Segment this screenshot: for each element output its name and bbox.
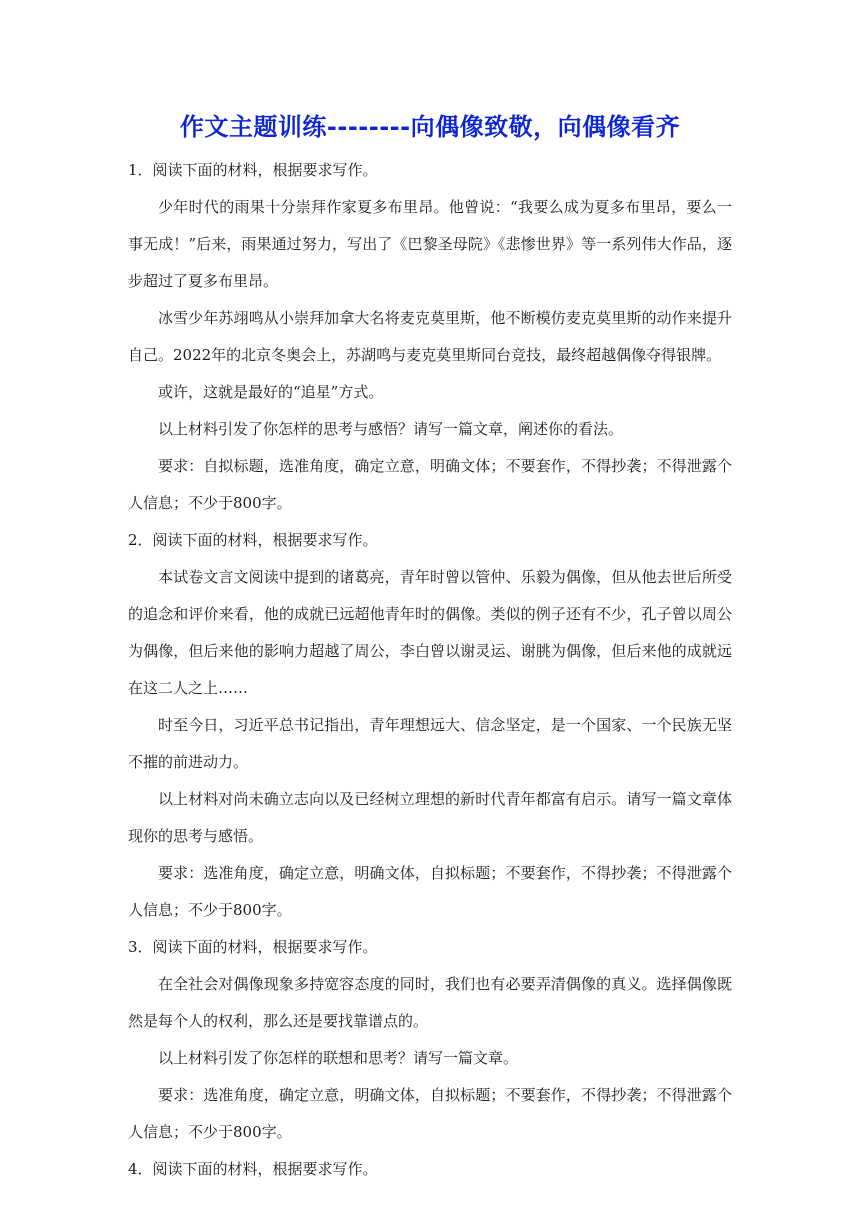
question-3 xyxy=(128,929,732,1151)
paragraph: 少年时代的雨果十分崇拜作家夏多布里昂。他曾说：“我要么成为夏多布里昂，要么一事无成！”后来，雨果通过努力，写出了《巴黎圣母院》《悲惨世界》等一系列伟大作品，逐步超过了夏多布里昂。 xyxy=(128,198,732,290)
paragraph: 冰雪少年苏翊鸣从小崇拜加拿大名将麦克莫里斯，他不断模仿麦克莫里斯的动作来提升自己。2022年的北京冬奥会上，苏湖鸣与麦克莫里斯同台竞技，最终超越偶像夺得银牌。 xyxy=(128,309,732,364)
question-heading: 2．阅读下面的材料，根据要求写作。 xyxy=(128,531,378,549)
paragraph: 要求：自拟标题，选准角度，确定立意，明确文体；不要套作，不得抄袭；不得泄露个人信息；不少于800字。 xyxy=(128,457,732,512)
paragraph: 或许，这就是最好的“追星”方式。 xyxy=(158,383,384,401)
question-heading: 1．阅读下面的材料，根据要求写作。 xyxy=(128,161,378,179)
question-4 xyxy=(128,1151,732,1188)
question-heading: 3．阅读下面的材料，根据要求写作。 xyxy=(128,938,378,956)
paragraph: 本试卷文言文阅读中提到的诸葛亮，青年时曾以管仲、乐毅为偶像，但从他去世后所受的追念和评价来看，他的成就已远超他青年时的偶像。类似的例子还有不少，孔子曾以周公为偶像，但后来他的影响力超越了周公，李白曾以谢灵运、谢朓为偶像，但后来他的成就远在这二人之上…… xyxy=(128,568,732,697)
question-2 xyxy=(128,522,732,929)
paragraph: 以上材料引发了你怎样的联想和思考？请写一篇文章。 xyxy=(158,1049,519,1067)
document-title: 作文主题训练--------向偶像致敬，向偶像看齐 xyxy=(179,113,681,141)
paragraph: 要求：选准角度，确定立意，明确文体，自拟标题；不要套作，不得抄袭；不得泄露个人信息；不少于800字。 xyxy=(128,1086,732,1141)
question-heading: 4．阅读下面的材料，根据要求写作。 xyxy=(128,1160,378,1178)
document-body xyxy=(128,152,732,1188)
paragraph: 以上材料对尚未确立志向以及已经树立理想的新时代青年都富有启示。请写一篇文章体现你的思考与感悟。 xyxy=(128,790,732,845)
paragraph: 时至今日，习近平总书记指出，青年理想远大、信念坚定，是一个国家、一个民族无坚不摧的前进动力。 xyxy=(128,716,732,771)
paragraph: 要求：选准角度，确定立意，明确文体，自拟标题；不要套作，不得抄袭；不得泄露个人信息；不少于800字。 xyxy=(128,864,732,919)
question-1 xyxy=(128,152,732,522)
paragraph: 以上材料引发了你怎样的思考与感悟？请写一篇文章，阐述你的看法。 xyxy=(158,420,624,438)
paragraph: 在全社会对偶像现象多持宽容态度的同时，我们也有必要弄清偶像的真义。选择偶像既然是每个人的权利，那么还是要找靠谱点的。 xyxy=(128,975,732,1030)
